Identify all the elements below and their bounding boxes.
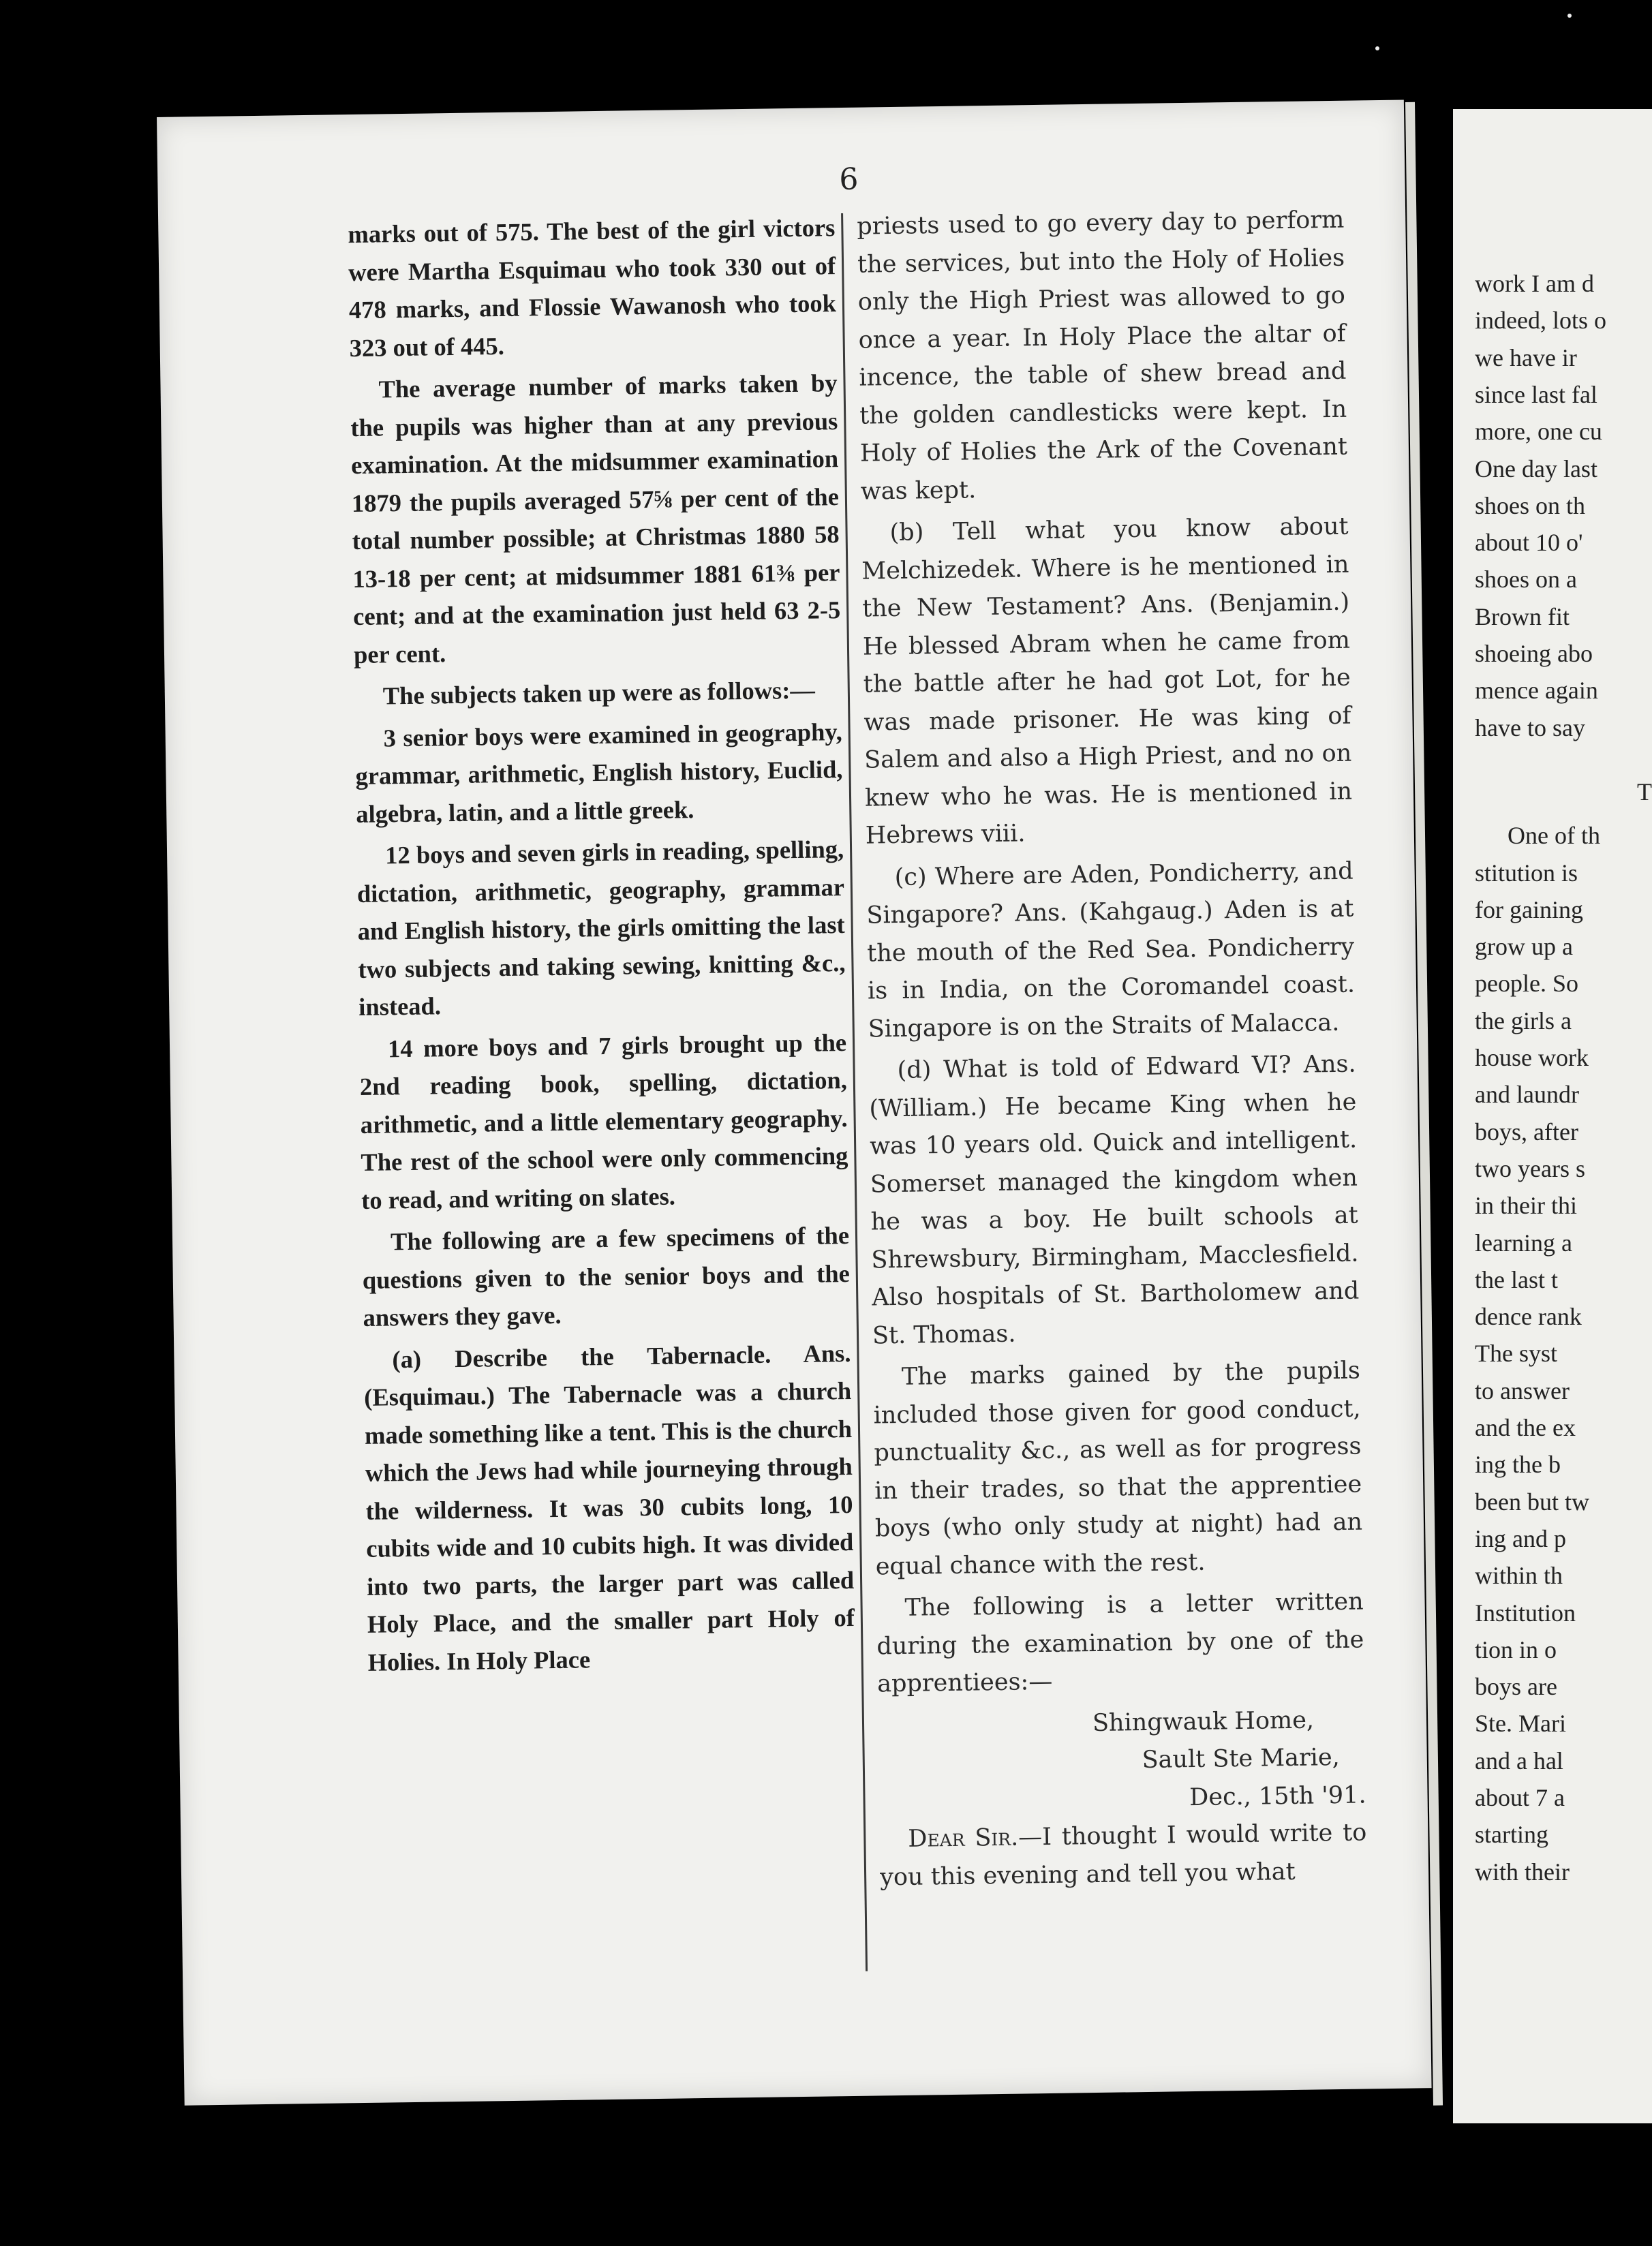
page-number: 6	[839, 161, 859, 198]
next-page-line: we have ir	[1475, 343, 1577, 371]
next-page-line: been but tw	[1475, 1488, 1589, 1516]
next-page-line: within th	[1475, 1562, 1563, 1590]
next-page-line: boys, after	[1475, 1118, 1578, 1145]
next-page-line: tion in o	[1475, 1635, 1557, 1663]
letter-opening	[879, 1814, 1367, 1896]
next-page-line: boys are	[1475, 1673, 1557, 1701]
paragraph: (a) Describe the Tabernacle. Ans. (Esquimau.) The Tabernacle was a church made something like a tent. This is the church which the Jews had while journeying through the wilderness. It was 30 cubits long, 10 cubits wide and 10 cubits high. It was divided into two parts, the larger part was called Holy Place, and the smaller part Holy of Holies. In Holy Place	[363, 1338, 855, 1676]
next-page-line: the last t	[1475, 1265, 1558, 1293]
next-page-line: Brown fit	[1475, 602, 1570, 630]
next-page-line: about 10 o'	[1475, 529, 1583, 557]
paragraph: The following is a letter written during the examination by one of the apprentiees:—	[876, 1588, 1364, 1698]
next-page-line: grow up a	[1475, 933, 1573, 961]
next-page-line: with their	[1475, 1858, 1570, 1886]
letter-date-line: Dec., 15th '91.	[1189, 1781, 1366, 1811]
next-page-line: the girls a	[1475, 1006, 1572, 1034]
next-page-line: two years s	[1475, 1154, 1585, 1182]
next-page-line: and a hal	[1475, 1747, 1563, 1774]
next-page-line: work I am d	[1475, 270, 1594, 297]
next-page-line: and the ex	[1475, 1414, 1576, 1441]
paragraph: (c) Where are Aden, Pondicherry, and Singapore? Ans. (Kahgaug.) Aden is at the mouth of the Red Sea. Pondicherry is in India, on the Coromandel coast. Singapore is on the Straits of Malacca.	[866, 857, 1356, 1043]
next-page-line: shoeing abo	[1475, 640, 1593, 667]
next-page-line: people. So	[1475, 970, 1578, 998]
next-page-line: One day last	[1475, 455, 1597, 482]
next-page-line: starting	[1475, 1821, 1548, 1849]
next-page-line: One of th	[1508, 822, 1600, 850]
paragraph: (b) Tell what you know about Melchizedek. Where is he mentioned in the New Testament? Ans. (Benjamin.) He blessed Abram when he came from the battle after he had got Lot, for he was made prisoner. He was king of Salem and also a High Priest, and no on knew who he was. He is mentioned in Hebrews viii.	[861, 512, 1353, 850]
next-page-line: T	[1637, 778, 1652, 805]
right-column	[857, 202, 1368, 1901]
next-page-line: Ste. Mari	[1475, 1710, 1566, 1738]
letter-address-line: Sault Ste Marie,	[1142, 1744, 1341, 1774]
next-page-line: for gaining	[1475, 895, 1583, 923]
next-page-line: dence rank	[1475, 1303, 1582, 1331]
book-page	[157, 99, 1432, 2105]
letter-body: —I thought I would write to you this evening and tell you what	[879, 1819, 1367, 1891]
next-page-line: to answer	[1475, 1376, 1570, 1404]
dust-speck	[1375, 46, 1379, 50]
paragraph: marks out of 575. The best of the girl victors were Martha Esquimau who took 330 out of 478 marks, and Flossie Wawanosh who took 323 out of 445.	[348, 213, 837, 362]
next-page-line: house work	[1475, 1044, 1589, 1071]
next-page-line: in their thi	[1475, 1192, 1577, 1220]
letter-salutation: Dear Sir.	[908, 1824, 1019, 1853]
dust-speck	[1567, 14, 1572, 18]
next-page-line: shoes on a	[1475, 566, 1577, 594]
next-page-line: about 7 a	[1475, 1784, 1565, 1811]
paragraph: priests used to go every day to perform the services, but into the Holy of Holies only the High Priest was allowed to go once a year. In Holy Place the altar of incence, the table of shew bread and the golden candlesticks were kept. In Holy of Holies the Ark of the Covenant was kept.	[857, 206, 1348, 506]
next-page-line: stitution is	[1475, 859, 1578, 887]
next-page-line: The syst	[1475, 1340, 1557, 1368]
next-page-line: ing and p	[1475, 1524, 1566, 1552]
next-page-line: and laundr	[1475, 1081, 1579, 1109]
next-page-line: more, one cu	[1475, 418, 1602, 446]
next-page-line: learning a	[1475, 1229, 1572, 1257]
paragraph: 12 boys and seven girls in reading, spelling, dictation, arithmetic, geography, grammar and English history, the girls omitting the last two subjects and taking sewing, knitting &c., instead.	[356, 835, 846, 1021]
next-page-line: Institution	[1475, 1599, 1576, 1627]
next-page-line: ing the b	[1475, 1451, 1561, 1479]
paragraph: The following are a few specimens of the questions given to the senior boys and the answers they gave.	[362, 1220, 851, 1332]
next-page-line: indeed, lots o	[1475, 307, 1606, 335]
paragraph: The marks gained by the pupils included those given for good conduct, punctuality &c., as well as for progress in their trades, so that the apprentiee boys (who only study at night) had an equal chance with the rest.	[873, 1357, 1363, 1580]
next-page-line: shoes on th	[1475, 491, 1585, 519]
paragraph: (d) What is told of Edward VI? Ans. (William.) He became King when he was 10 years old. Quick and intelligent. Somerset managed the kingdom when he was a boy. He built schools at Shrewsbury, Birmingham, Macclesfield. Also hospitals of St. Bartholomew and St. Thomas.	[869, 1050, 1360, 1350]
left-column	[348, 209, 855, 1685]
paragraph: 14 more boys and 7 girls brought up the 2nd reading book, spelling, dictation, arithmetic, and a little elementary geography. The rest of the school were only commencing to read, and writing on slates.	[359, 1028, 848, 1214]
paragraph: The average number of marks taken by the pupils was higher than at any previous examination. At the midsummer examination 1879 the pupils averaged 57⅝ per cent of the total number possible; at Christmas 1880 58 13-18 per cent; at midsummer 1881 61⅜ per cent; and at the examination just held 63 2-5 per cent.	[350, 369, 841, 668]
next-page-fragment	[1453, 109, 1652, 2123]
next-page-line: have to say	[1475, 713, 1585, 741]
next-page-line: since last fal	[1475, 380, 1597, 408]
paragraph: 3 senior boys were examined in geography, grammar, arithmetic, English history, Euclid, algebra, latin, and a little greek.	[355, 717, 843, 828]
letter-address-line: Shingwauk Home,	[1092, 1706, 1315, 1737]
next-page-line: mence again	[1475, 677, 1598, 705]
paragraph: The subjects taken up were as follows:—	[382, 675, 816, 710]
